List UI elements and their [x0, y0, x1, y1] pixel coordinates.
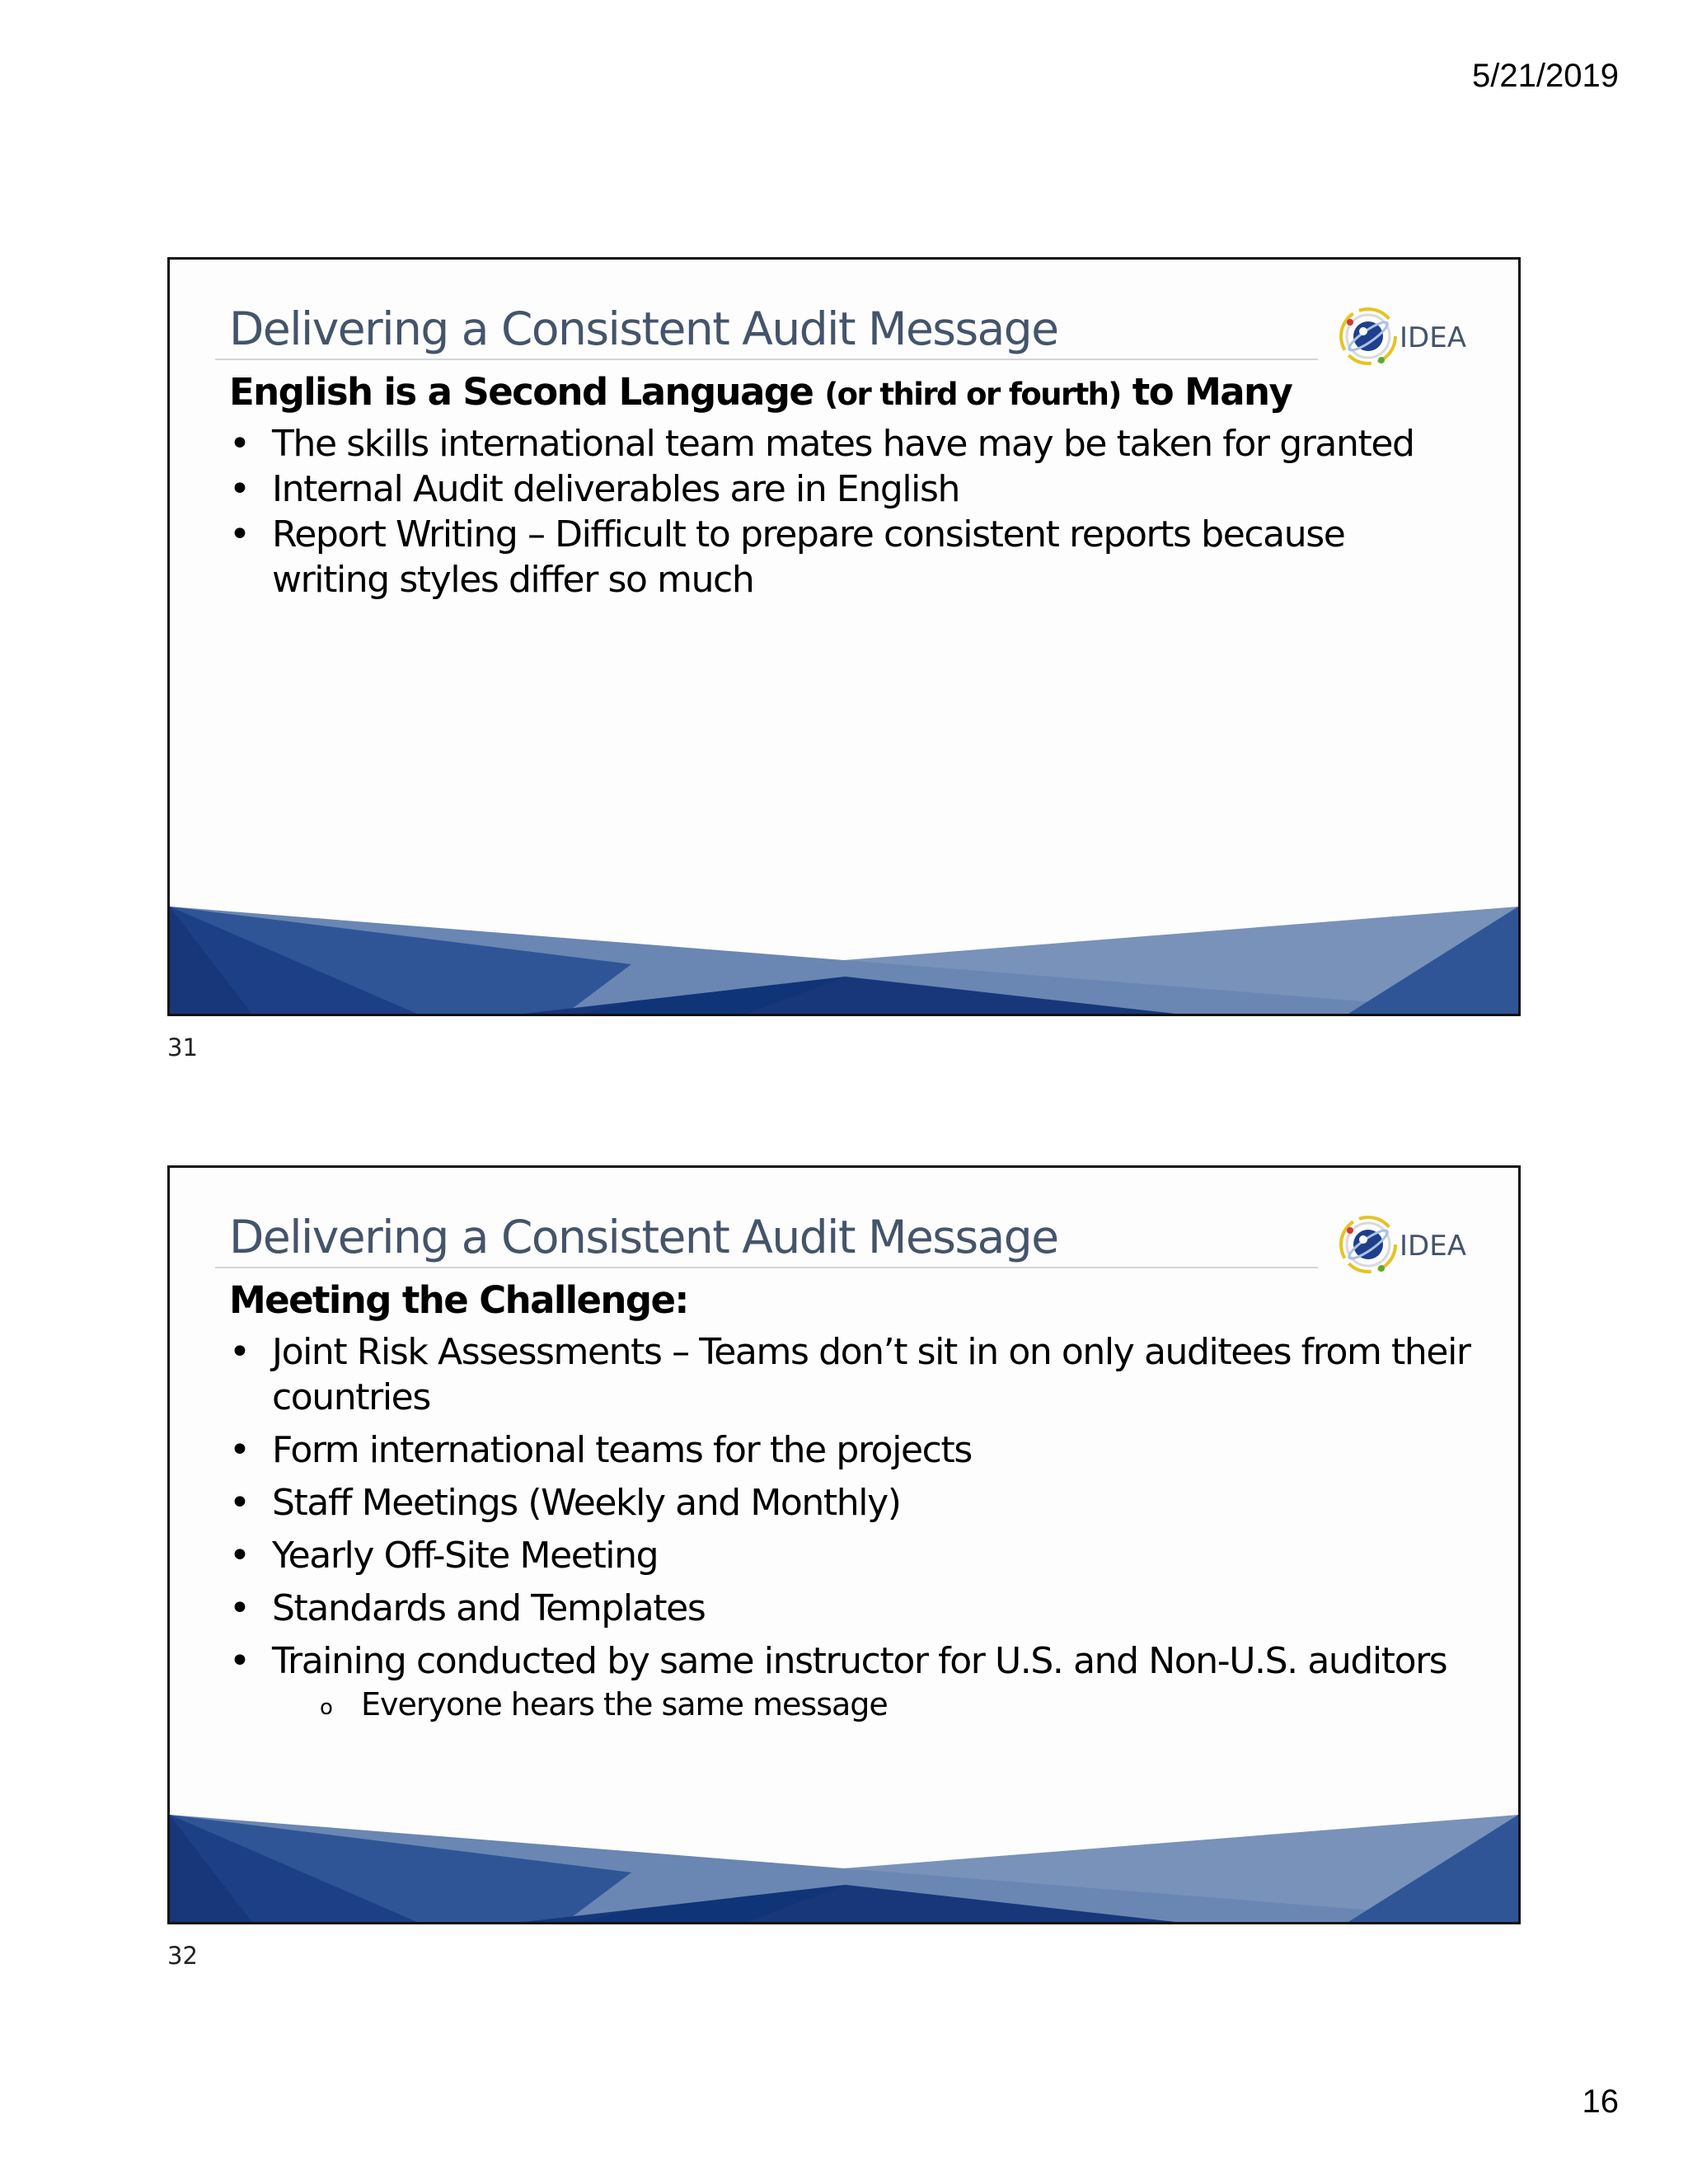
circle-bullet-icon: o — [320, 1695, 332, 1720]
footer-banner — [170, 1815, 1518, 1922]
slide-number-label: 32 — [167, 1942, 198, 1970]
slide-31 — [167, 257, 1521, 1016]
bullet-item: • Internal Audit deliverables are in English — [229, 466, 1416, 512]
bullet-item: • Joint Risk Assessments – Teams don’t sit in on only auditees from their countries — [229, 1329, 1490, 1420]
bullet-item: • Form international teams for the projects — [229, 1427, 1490, 1473]
slide-subtitle: English is a Second Language (or third or fourth) to Many — [229, 370, 1292, 414]
idea-logo — [1339, 1212, 1487, 1277]
logo-text: IDEA — [1400, 321, 1466, 354]
bullet-item: • The skills international team mates have may be taken for granted — [229, 421, 1416, 466]
title-divider — [215, 359, 1318, 360]
bullet-item: • Training conducted by same instructor for U.S. and Non-U.S. auditors — [229, 1638, 1490, 1684]
bullet-item: • Staff Meetings (Weekly and Monthly) — [229, 1480, 1490, 1526]
slide-title: Delivering a Consistent Audit Message — [229, 302, 1058, 355]
bullet-list — [229, 421, 1416, 602]
slide-subtitle: Meeting the Challenge: — [229, 1278, 688, 1322]
title-divider — [215, 1267, 1318, 1268]
page-number: 16 — [1582, 2083, 1619, 2120]
sub-bullet-item: o Everyone hears the same message — [229, 1685, 1490, 1724]
slide-number-label: 31 — [167, 1033, 198, 1062]
logo-text: IDEA — [1400, 1230, 1466, 1263]
slide-32 — [167, 1165, 1521, 1924]
idea-logo — [1339, 304, 1487, 368]
footer-banner — [170, 907, 1518, 1014]
bullet-list — [229, 1329, 1490, 1724]
slide-title: Delivering a Consistent Audit Message — [229, 1211, 1058, 1263]
page-date: 5/21/2019 — [1472, 58, 1619, 94]
bullet-item: • Yearly Off-Site Meeting — [229, 1533, 1490, 1578]
bullet-item: • Standards and Templates — [229, 1586, 1490, 1631]
bullet-item: • Report Writing – Difficult to prepare consistent reports because writing styles differ so much — [229, 512, 1416, 602]
